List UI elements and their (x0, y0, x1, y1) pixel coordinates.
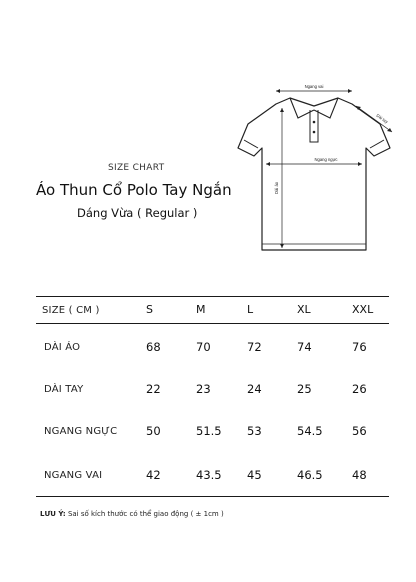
column-header-xxl: XXL (352, 303, 374, 316)
label-ngang-vai: Ngang vai (304, 84, 324, 89)
table-cell: 45 (247, 468, 262, 482)
table-cell: 43.5 (196, 468, 222, 482)
table-cell: 76 (352, 340, 367, 354)
table-cell: 24 (247, 382, 262, 396)
column-header-s: S (146, 303, 153, 316)
table-cell: 25 (297, 382, 312, 396)
table-cell: 56 (352, 424, 367, 438)
table-cell: 54.5 (297, 424, 323, 438)
size-chart-label: SIZE CHART (108, 163, 165, 173)
column-header-l: L (247, 303, 254, 316)
label-dai-tay: Dài tay (375, 112, 389, 125)
table-cell: 68 (146, 340, 161, 354)
row-label-ngang-nguc: NGANG NGỰC (44, 426, 118, 437)
table-cell: 53 (247, 424, 262, 438)
table-rule-header (36, 323, 389, 324)
column-header-xl: XL (297, 303, 311, 316)
table-cell: 23 (196, 382, 211, 396)
table-cell: 50 (146, 424, 161, 438)
label-dai-ao: Dài áo (274, 181, 279, 194)
table-rule-bottom (36, 496, 389, 497)
table-cell: 26 (352, 382, 367, 396)
label-ngang-nguc: Ngang ngực (314, 157, 338, 162)
table-cell: 51.5 (196, 424, 222, 438)
table-cell: 72 (247, 340, 262, 354)
row-label-ngang-vai: NGANG VAI (44, 470, 103, 481)
row-label-dai-tay: DÀI TAY (44, 384, 84, 395)
column-header-m: M (196, 303, 206, 316)
product-title: Áo Thun Cổ Polo Tay Ngắn (36, 181, 232, 199)
table-cell: 22 (146, 382, 161, 396)
table-cell: 48 (352, 468, 367, 482)
table-cell: 42 (146, 468, 161, 482)
footnote (40, 510, 224, 518)
column-header-size: SIZE ( CM ) (42, 305, 100, 316)
footnote-prefix: LƯU Ý: (40, 510, 66, 518)
polo-shirt-diagram (228, 82, 400, 260)
table-rule-top (36, 296, 389, 297)
placket (310, 110, 318, 142)
row-label-dai-ao: DÀI ÁO (44, 342, 81, 353)
product-subtitle: Dáng Vừa ( Regular ) (77, 206, 198, 220)
table-cell: 70 (196, 340, 211, 354)
table-cell: 74 (297, 340, 312, 354)
footnote-text: Sai số kích thước có thể giao động ( ± 1cm ) (67, 510, 224, 518)
table-cell: 46.5 (297, 468, 323, 482)
